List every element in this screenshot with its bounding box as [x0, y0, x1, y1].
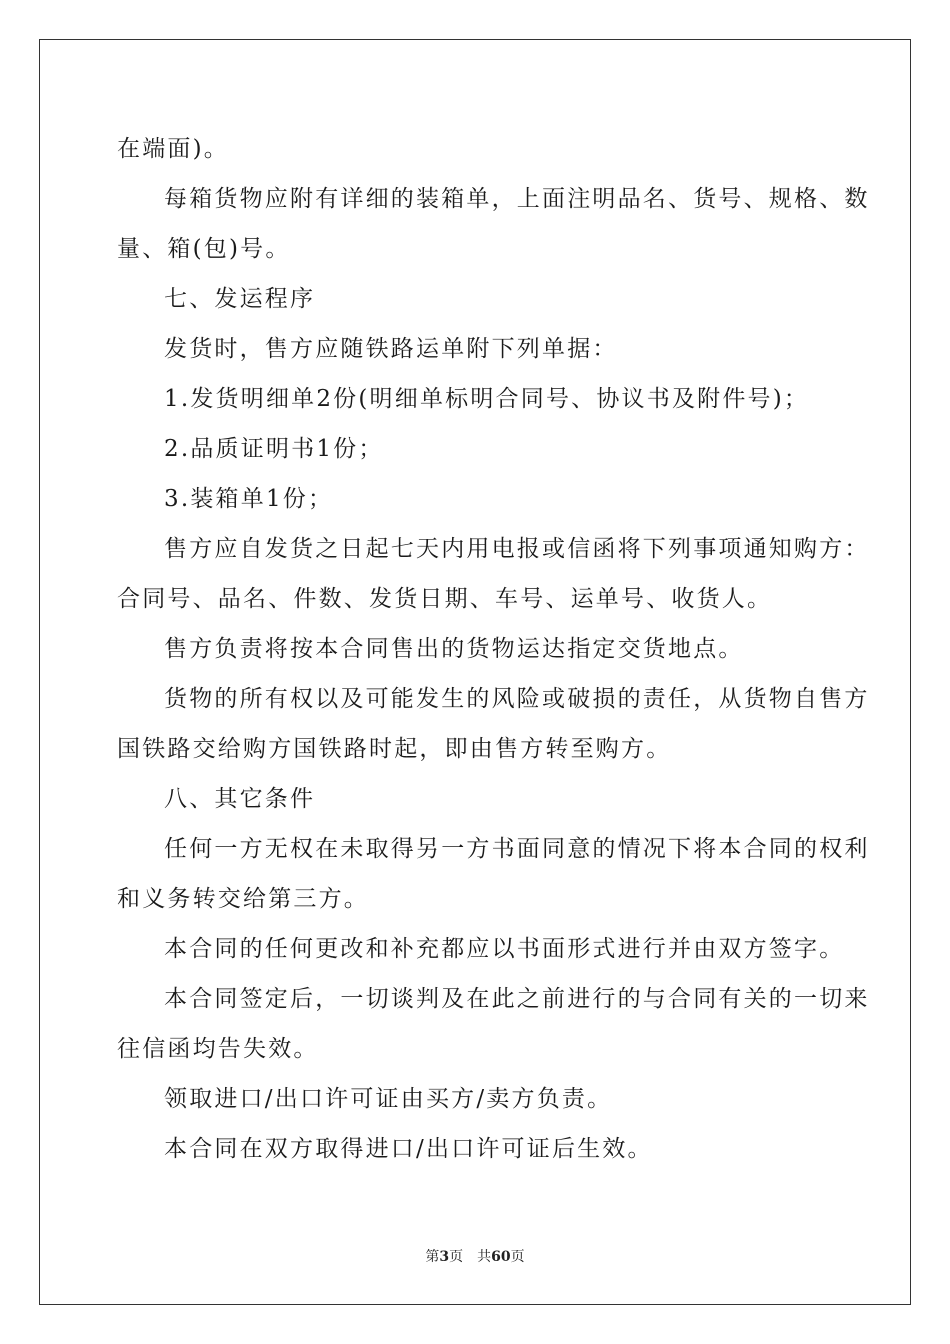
- page-number: 3: [439, 1249, 450, 1265]
- text-line-13: 国铁路交给购方国铁路时起，即由售方转至购方。: [117, 736, 672, 762]
- page-footer: [0, 1247, 950, 1267]
- total-suffix: 页: [510, 1249, 525, 1265]
- list-item-1: 1.发货明细单2份(明细单标明合同号、协议书及附件号)；: [164, 386, 810, 412]
- text-line-9: 售方应自发货之日起七天内用电报或信函将下列事项通知购方：: [164, 536, 870, 562]
- text-line-10: 合同号、品名、件数、发货日期、车号、运单号、收货人。: [117, 586, 773, 612]
- text-line-21: 本合同在双方取得进口/出口许可证后生效。: [164, 1136, 653, 1162]
- text-line-16: 和义务转交给第三方。: [117, 886, 369, 912]
- text-line-11: 售方负责将按本合同售出的货物运达指定交货地点。: [164, 636, 744, 662]
- page-prefix: 第: [425, 1249, 440, 1265]
- total-prefix: 共: [477, 1249, 492, 1265]
- text-line-20: 领取进口/出口许可证由买方/卖方负责。: [164, 1086, 613, 1112]
- list-item-2: 2.品质证明书1份；: [164, 436, 384, 462]
- text-line-18: 本合同签定后，一切谈判及在此之前进行的与合同有关的一切来: [164, 986, 870, 1012]
- text-line-19: 往信函均告失效。: [117, 1036, 319, 1062]
- text-line-1: 在端面)。: [117, 136, 229, 162]
- page-suffix: 页: [449, 1249, 464, 1265]
- text-line-17: 本合同的任何更改和补充都应以书面形式进行并由双方签字。: [164, 936, 845, 962]
- list-item-3: 3.装箱单1份；: [164, 486, 334, 512]
- text-line-12: 货物的所有权以及可能发生的风险或破损的责任，从货物自售方: [164, 686, 870, 712]
- section-heading-other-terms: 八、其它条件: [164, 786, 316, 812]
- text-line-15: 任何一方无权在未取得另一方书面同意的情况下将本合同的权利: [164, 836, 870, 862]
- text-line-2: 每箱货物应附有详细的装箱单，上面注明品名、货号、规格、数: [164, 186, 870, 212]
- document-body: [117, 124, 870, 1174]
- section-heading-shipping: 七、发运程序: [164, 286, 316, 312]
- text-line-3: 量、箱(包)号。: [117, 236, 291, 262]
- total-pages: 60: [491, 1249, 511, 1265]
- text-line-5: 发货时，售方应随铁路运单附下列单据：: [164, 336, 618, 362]
